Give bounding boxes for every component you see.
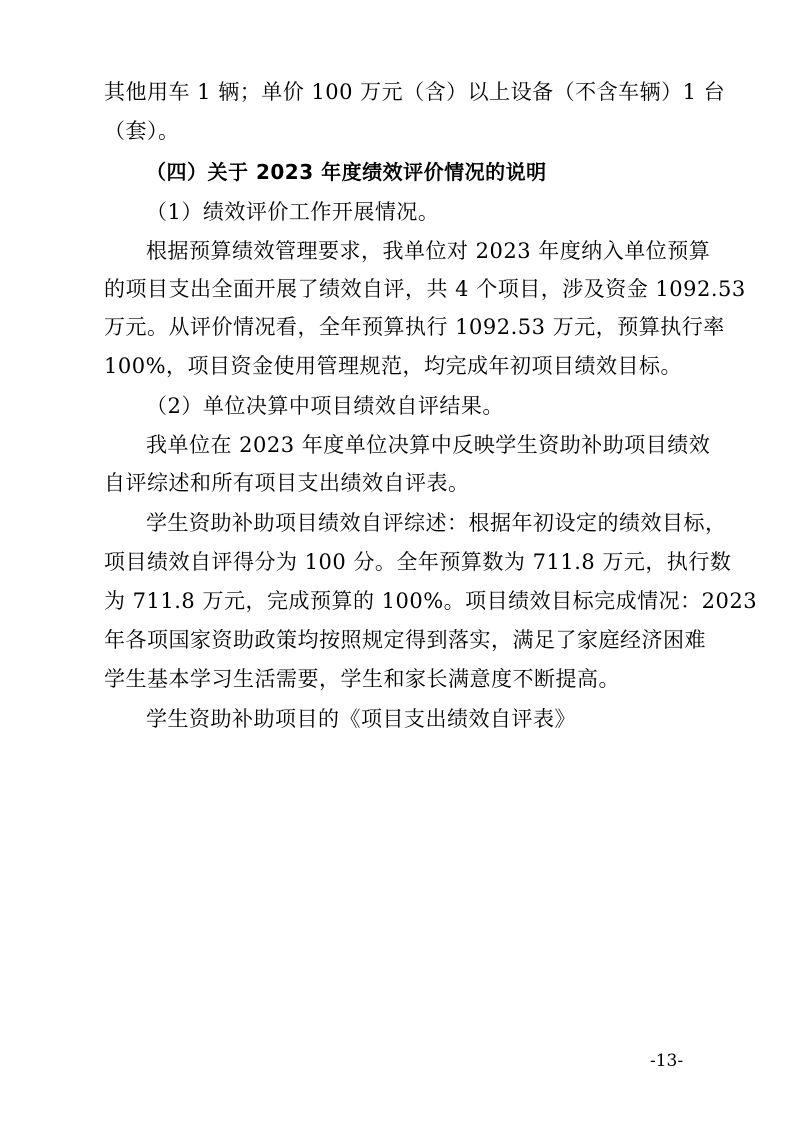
paragraph-4-line-1: 学生资助补助项目绩效自评综述：根据年初设定的绩效目标， [146, 511, 727, 535]
paragraph-1-line-2: （套）。 [104, 119, 180, 143]
paragraph-4-line-5: 学生基本学习生活需要，学生和家长满意度不断提高。 [104, 667, 620, 691]
paragraph-5-line-1: 学生资助补助项目的《项目支出绩效自评表》 [146, 707, 576, 731]
paragraph-2-line-2: 的项目支出全面开展了绩效自评，共 4 个项目，涉及资金 1092.53 [104, 277, 746, 301]
paragraph-2-line-3: 万元。从评价情况看，全年预算执行 1092.53 万元，预算执行率 [104, 315, 725, 339]
paragraph-4-line-3: 为 711.8 万元，完成预算的 100%。项目绩效目标完成情况：2023 [104, 589, 758, 613]
paragraph-2-line-4: 100%，项目资金使用管理规范，均完成年初项目绩效目标。 [104, 354, 683, 378]
page-number: -13- [650, 1051, 684, 1071]
paragraph-4-line-2: 项目绩效自评得分为 100 分。全年预算数为 711.8 万元，执行数 [104, 550, 732, 574]
paragraph-2-line-1: 根据预算绩效管理要求，我单位对 2023 年度纳入单位预算 [146, 239, 711, 263]
section-4-heading: （四）关于 2023 年度绩效评价情况的说明 [146, 160, 547, 184]
subsection-2-heading: （2）单位决算中项目绩效自评结果。 [146, 394, 504, 418]
paragraph-4-line-4: 年各项国家资助政策均按照规定得到落实，满足了家庭经济困难 [104, 628, 706, 652]
subsection-1-heading: （1）绩效评价工作开展情况。 [146, 200, 440, 224]
paragraph-3-line-1: 我单位在 2023 年度单位决算中反映学生资助补助项目绩效 [146, 433, 711, 457]
paragraph-3-line-2: 自评综述和所有项目支出绩效自评表。 [104, 471, 470, 495]
paragraph-1-line-1: 其他用车 1 辆；单价 100 万元（含）以上设备（不含车辆）1 台 [104, 80, 726, 104]
